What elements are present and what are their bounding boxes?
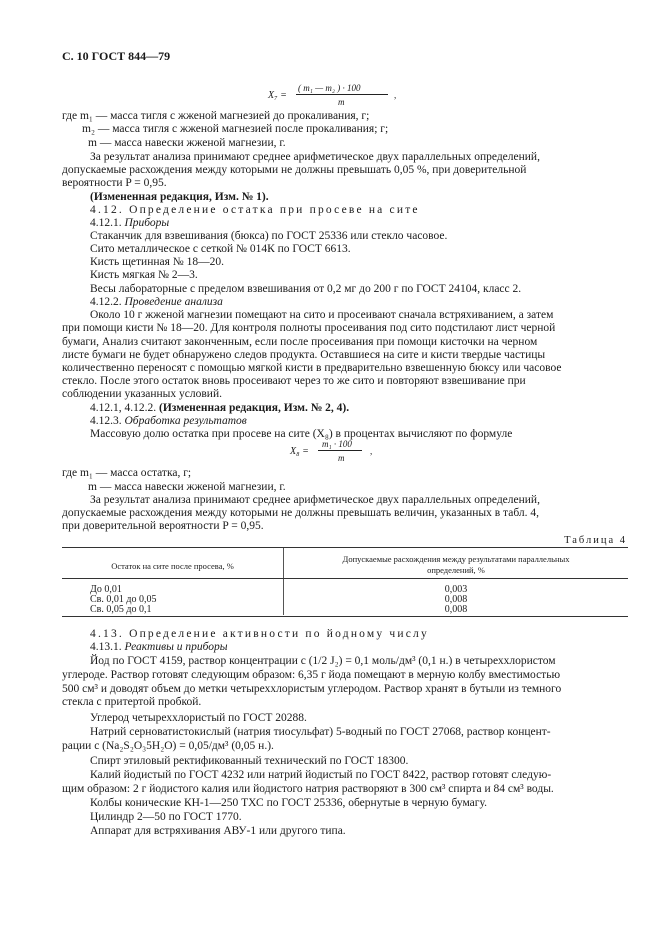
subsection-title: Реактивы и приборы <box>124 641 228 653</box>
paragraph-line: при доверительной вероятности P = 0,95. <box>62 520 264 532</box>
section-heading: 4.13. Определение активности по йодному числу <box>90 628 429 640</box>
formula-lhs: X₈ = <box>290 446 309 457</box>
paragraph-line: при помощи кисти № 18—20. Для контроля полноты просеивания под сито подстилают лист черной <box>62 322 556 334</box>
subsection-title: Обработка результатов <box>124 415 247 427</box>
paragraph-line: 500 см³ и доводят объем до метки четыреххлористым углеродом. Раствор хранят в бутыли из темного <box>62 683 562 695</box>
edition-text: (Измененная редакция, Изм. № 2, 4). <box>159 402 350 414</box>
paragraph-line: бумаги, Анализ считают законченным, если после просеивания при помощи кисточки на черном <box>62 336 538 348</box>
formula-tail: , <box>370 446 373 456</box>
paragraph-line: стекла с притертой пробкой. <box>62 696 202 708</box>
table-caption: Таблица 4 <box>564 535 627 546</box>
list-item: Сито металлическое с сеткой № 014К по ГОСТ 6613. <box>90 243 351 255</box>
paragraph-line: допускаемые расхождения между которыми не должны превышать 0,05 %, при доверительной <box>62 164 527 176</box>
formula-lhs: X₇ = <box>268 90 287 101</box>
table-header-rule <box>62 578 628 579</box>
table-col2-header-line2: определений, % <box>427 565 485 575</box>
subsection-number: 4.13.1. <box>90 641 122 653</box>
edition-note: (Измененная редакция, Изм. № 1). <box>90 191 269 203</box>
subsection-number: 4.12.1. <box>90 217 122 229</box>
formula-x8 <box>290 438 380 468</box>
subsection-number: 4.12.2. <box>90 296 122 308</box>
paragraph-line: Массовую долю остатка при просеве на сите (X₈) в процентах вычисляют по формуле <box>90 428 513 440</box>
table-cell-tolerance: 0,003 <box>444 584 468 595</box>
paragraph-line: Калий йодистый по ГОСТ 4232 или натрий йодистый по ГОСТ 8422, раствор готовят следую- <box>90 769 552 781</box>
paragraph-line: Йод по ГОСТ 4159, раствор концентрации с (1/2 J₂) = 0,1 моль/дм³ (0,1 н.) в четыреххлористом <box>90 655 556 667</box>
formula-denominator: m <box>338 453 345 463</box>
table-cell-tolerance: 0,008 <box>444 604 468 615</box>
where-line: m₂ — масса тигля с жженой магнезией после прокаливания; г; <box>82 123 389 135</box>
subsection-number: 4.12.3. <box>90 415 122 427</box>
formula-denominator: m <box>338 97 345 107</box>
paragraph-line: Углерод четыреххлористый по ГОСТ 20288. <box>90 712 307 724</box>
formula-numerator: ( m₁ — m₂ ) · 100 <box>298 83 361 93</box>
paragraph-line: Спирт этиловый ректификованный технический по ГОСТ 18300. <box>90 755 409 767</box>
section-heading: 4.12. Определение остатка при просеве на сите <box>90 204 420 216</box>
table-top-rule <box>62 547 628 548</box>
page-header: С. 10 ГОСТ 844—79 <box>62 49 171 63</box>
subsection-heading <box>62 415 628 428</box>
subsection-heading <box>62 217 628 230</box>
table-cell-residue: Св. 0,01 до 0,05 <box>90 594 157 605</box>
paragraph-line: За результат анализа принимают среднее арифметическое двух параллельных определений, <box>90 151 540 163</box>
fraction-bar <box>296 94 388 95</box>
paragraph-line: рации с (Na₂S₂O₃5H₂O) = 0,05/дм³ (0,05 н.). <box>62 740 274 752</box>
where-line: где m₁ — масса остатка, г; <box>62 467 192 479</box>
subsection-heading <box>62 641 628 654</box>
paragraph-line: количественно переносят с помощью мягкой кисти в предварительно взвешенную бюксу или часовое <box>62 362 562 374</box>
list-item: Кисть мягкая № 2—3. <box>90 269 198 281</box>
paragraph-line: углероде. Раствор готовят следующим образом: 6,35 г йода помещают в мерную колбу вместимостью <box>62 669 561 681</box>
formula-x7 <box>268 82 408 112</box>
paragraph-line: вероятности P = 0,95. <box>62 177 167 189</box>
where-line: где m₁ — масса тигля с жженой магнезией до прокаливания, г; <box>62 110 370 122</box>
paragraph-line: стекло. После этого остаток вновь просеивают через то же сито и повторяют взвешивание при <box>62 375 526 387</box>
subsection-heading <box>62 296 628 309</box>
list-item: Весы лабораторные с пределом взвешивания от 0,2 мг до 200 г по ГОСТ 24104, класс 2. <box>90 283 522 295</box>
table-col1-header: Остаток на сите после просева, % <box>111 561 234 571</box>
paragraph-line: Около 10 г жженой магнезии помещают на сито и просеивают сначала встряхиванием, а затем <box>90 309 554 321</box>
subsection-title: Проведение анализа <box>124 296 223 308</box>
where-line: m — масса навески жженой магнезии, г. <box>88 481 286 493</box>
where-line: m — масса навески жженой магнезии, г. <box>88 137 286 149</box>
paragraph-line: Колбы конические КН-1—250 ТХС по ГОСТ 25336, обернутые в черную бумагу. <box>90 797 487 809</box>
edition-note <box>62 402 628 415</box>
paragraph-line: допускаемые расхождения между которыми не должны превышать величин, указанных в табл. 4, <box>62 507 540 519</box>
paragraph-line: Аппарат для встряхивания АВУ-1 или другого типа. <box>90 825 346 837</box>
table-cell-residue: Св. 0,05 до 0,1 <box>90 604 152 615</box>
list-item: Стаканчик для взвешивания (бюкса) по ГОСТ 25336 или стекло часовое. <box>90 230 448 242</box>
table-col2-header-line1: Допускаемые расхождения между результатами параллельных <box>342 554 570 564</box>
paragraph-line: соблюдении указанных условий. <box>62 388 222 400</box>
paragraph-line: щим образом: 2 г йодистого калия или йодистого натрия растворяют в 300 см³ спирта и 84 см³ воды. <box>62 783 554 795</box>
formula-tail: , <box>394 90 397 100</box>
table-cell-residue: До 0,01 <box>90 584 122 595</box>
fraction-bar <box>318 450 362 451</box>
paragraph-line: Цилиндр 2—50 по ГОСТ 1770. <box>90 811 242 823</box>
subsection-title: Приборы <box>124 217 170 229</box>
table-cell-tolerance: 0,008 <box>444 594 468 605</box>
formula-numerator: m₁ · 100 <box>322 439 352 449</box>
edition-numbers: 4.12.1, 4.12.2. <box>90 402 157 414</box>
paragraph-line: листе бумаги не будет обнаружено следов продукта. Оставшиеся на сите и кисти твердые частицы <box>62 349 546 361</box>
table-bottom-rule <box>62 616 628 617</box>
paragraph-line: За результат анализа принимают среднее арифметическое двух параллельных определений, <box>90 494 540 506</box>
paragraph-line: Натрий серноватистокислый (натрия тиосульфат) 5-водный по ГОСТ 27068, раствор концент- <box>90 726 551 738</box>
list-item: Кисть щетинная № 18—20. <box>90 256 225 268</box>
